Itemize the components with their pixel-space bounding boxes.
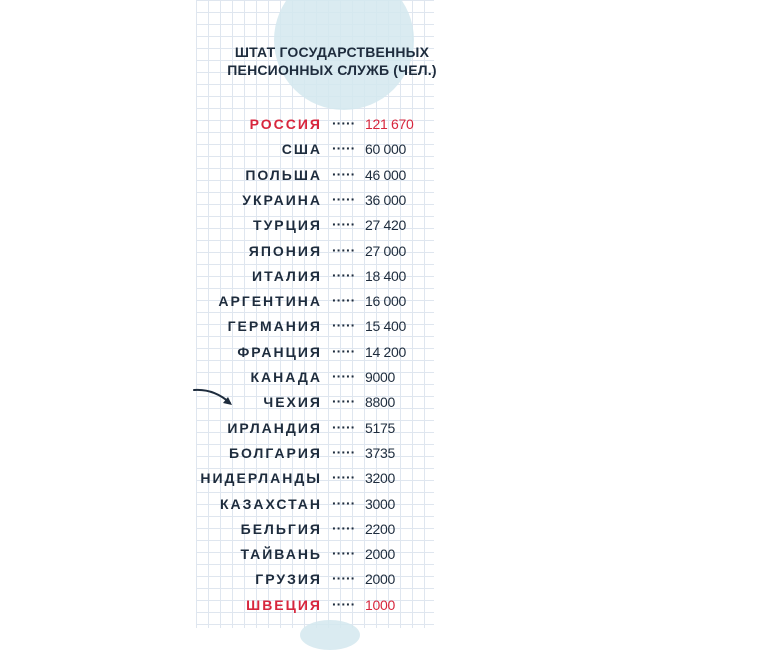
value-label: 2200 [365,520,395,537]
country-label: БОЛГАРИЯ [228,444,322,461]
dot-leader: ····· [332,393,356,410]
dot-leader: ····· [332,241,356,258]
value-label: 18 400 [365,267,407,284]
country-label: ИТАЛИЯ [252,267,322,284]
value-label: 8800 [365,394,395,411]
dot-leader: ····· [332,216,356,233]
value-label: 2000 [365,546,395,563]
value-label: 15 400 [365,318,407,335]
table-row [0,265,768,287]
dot-leader: ····· [332,317,356,334]
dot-leader: ····· [332,190,356,207]
country-label: ГРУЗИЯ [255,571,322,588]
country-label: ФРАНЦИЯ [237,343,322,360]
value-label: 27 420 [365,217,407,234]
dot-leader: ····· [332,595,356,612]
dot-leader: ····· [332,570,356,587]
value-label: 5175 [365,419,395,436]
table-row [0,341,768,363]
country-label: ИРЛАНДИЯ [227,419,322,436]
dot-leader: ····· [332,545,356,562]
value-label: 3200 [365,470,395,487]
table-row [0,214,768,236]
table-row [0,189,768,211]
country-label: ГЕРМАНИЯ [227,318,322,335]
country-label: АРГЕНТИНА [218,293,322,310]
chart-title-line-1: ШТАТ ГОСУДАРСТВЕННЫХ [234,44,430,60]
country-label: ПОЛЬША [245,166,322,183]
value-label: 9000 [365,369,395,385]
dot-leader: ····· [332,342,356,359]
value-label: 16 000 [365,293,407,310]
country-label: НИДЕРЛАНДЫ [200,470,322,487]
value-label: 3735 [365,444,395,461]
table-row [0,442,768,464]
value-label: 60 000 [365,141,407,158]
table-row [0,467,768,489]
table-row [0,164,768,186]
table-row [0,391,768,413]
dot-leader: ····· [332,469,356,486]
country-label: РОССИЯ [249,116,322,132]
value-label: 46 000 [365,166,407,183]
dot-leader: ····· [332,368,356,384]
dot-leader: ····· [332,266,356,283]
value-label: 2000 [365,571,395,588]
table-row [0,518,768,540]
country-label: КАНАДА [250,369,322,385]
table-row [0,594,768,616]
country-label: КАЗАХСТАН [220,495,322,512]
dot-leader: ····· [332,418,356,435]
country-label: БЕЛЬГИЯ [240,520,322,537]
chart-title-line-2: ПЕНСИОННЫХ СЛУЖБ (ЧЕЛ.) [227,62,437,78]
table-row [0,290,768,312]
table-row [0,315,768,337]
value-label: 121 670 [365,116,414,132]
country-label: ТАЙВАНЬ [240,546,322,563]
country-label: США [281,141,322,158]
country-label: ТУРЦИЯ [253,217,322,234]
dot-leader: ····· [332,115,356,131]
value-label: 36 000 [365,191,407,208]
value-label: 1000 [365,596,395,613]
dot-leader: ····· [332,292,356,309]
dot-leader: ····· [332,519,356,536]
table-row [0,568,768,590]
table-row [0,417,768,439]
table-row [0,138,768,160]
dot-leader: ····· [332,140,356,157]
value-label: 3000 [365,495,395,512]
table-row [0,493,768,515]
table-row [0,543,768,565]
dot-leader: ····· [332,494,356,511]
country-label: ШВЕЦИЯ [246,596,322,613]
value-label: 14 200 [365,343,407,360]
country-label: ЯПОНИЯ [248,242,322,259]
table-row [0,366,768,388]
country-label: УКРАИНА [242,191,322,208]
dot-leader: ····· [332,165,356,182]
dot-leader: ····· [332,443,356,460]
country-label: ЧЕХИЯ [263,394,322,411]
table-row [0,113,768,135]
curved-arrow-icon [192,386,236,410]
value-label: 27 000 [365,242,407,259]
table-row [0,240,768,262]
